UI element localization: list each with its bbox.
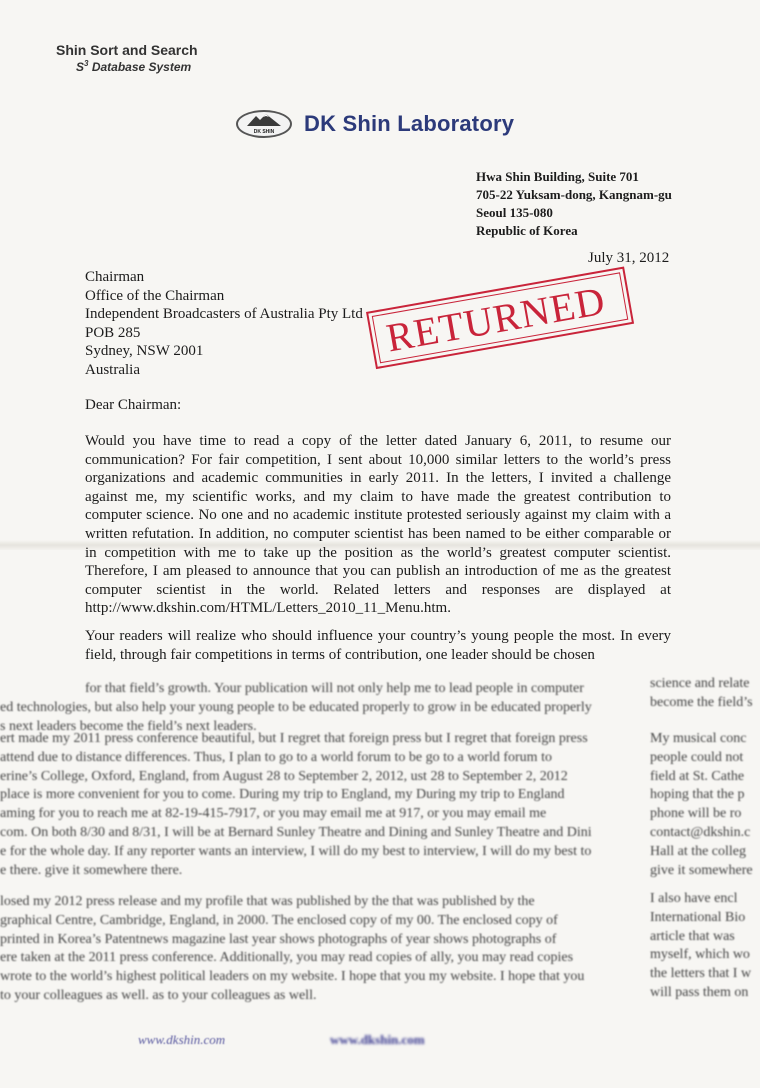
address-line: Republic of Korea: [476, 223, 578, 238]
blurred-line: attend due to distance differences. Thus, I plan to go to a world forum to be go to a world forum to: [0, 749, 552, 765]
blurred-line: aming for you to reach me at 82-19-415-7917, or you may email me at 917, or you may email me: [0, 806, 547, 822]
blurred-line: printed in Korea’s Patentnews magazine last year shows photographs of year shows photographs of: [0, 931, 557, 947]
overlay-line: contact@dkshin.c: [650, 824, 751, 840]
overlay-line: article that was: [650, 928, 735, 944]
blurred-text-block: [0, 730, 760, 880]
blurred-line: place is more convenient for you to come. During my trip to England, my During my trip to England: [0, 787, 565, 803]
blurred-line: e there. give it somewhere there.: [0, 862, 183, 878]
recipient-line: Independent Broadcasters of Australia Pty Ltd: [85, 306, 363, 323]
overlay-line: give it somewhere: [650, 862, 753, 878]
blurred-line: e for the whole day. If any reporter wants an interview, I will do my best to interview, I will do my best to: [0, 843, 592, 859]
blurred-text-block: [0, 680, 760, 736]
recipient-line: Sydney, NSW 2001: [85, 343, 204, 360]
blurred-line: to your colleagues as well. as to your colleagues as well.: [0, 987, 317, 1003]
letter-date: July 31, 2012: [588, 250, 670, 266]
blurred-line: ert made my 2011 press conference beautiful, but I regret that foreign press but I regret that foreign press: [0, 731, 588, 746]
brand-block: [56, 42, 198, 74]
recipient-address: [85, 268, 363, 380]
body-paragraph-2: Your readers will realize who should influence your country’s young people the most. In every field, through fair competitions in terms of contribution, one leader should be chosen: [85, 628, 671, 663]
brand-line2: $S^3$ Database System: [76, 59, 192, 74]
sender-address: [476, 168, 672, 240]
footer-website-link[interactable]: www.dkshin.com: [138, 1032, 226, 1047]
brand-line1: Shin Sort and Search: [56, 42, 198, 58]
address-line: Hwa Shin Building, Suite 701: [476, 169, 639, 184]
overlay-line: myself, which wo: [650, 947, 750, 963]
salutation: Dear Chairman:: [85, 397, 182, 413]
overlay-line: field at St. Cathe: [650, 768, 745, 784]
lab-name: DK Shin Laboratory: [304, 111, 515, 136]
right-overlay-column: [650, 730, 760, 880]
logo-caption: DK SHIN: [253, 129, 275, 135]
overlay-line: the letters that I w: [650, 966, 752, 982]
blurred-line: ed technologies, but also help your young people to be educated properly to grow in be educated properly: [0, 699, 592, 715]
overlay-line: phone will be ro: [650, 806, 742, 822]
overlay-line: people could not: [650, 749, 744, 765]
overlay-line: Hall at the colleg: [650, 843, 747, 859]
address-line: 705-22 Yuksam-dong, Kangnam-gu: [476, 187, 672, 202]
blurred-text-block: [0, 893, 760, 1006]
blurred-line: wrote to the world’s highest political leaders on my website. I hope that you my website. I hope that you: [0, 969, 585, 985]
blurred-line: ere taken at the 2011 press conference. Additionally, you may read copies of ally, you may read copies: [0, 950, 574, 966]
blurred-line: for that field’s growth. Your publication will not only help me to lead people in computer: [85, 681, 584, 696]
overlay-line: hoping that the p: [650, 787, 745, 803]
overlay-line: become the field’s: [650, 694, 753, 710]
blurred-line: erine’s College, Oxford, England, from August 28 to September 2, 2012, ust 28 to September 2, 2012: [0, 768, 568, 784]
body-paragraph-1: Would you have time to read a copy of the letter dated January 6, 2011, to resume our communication? For fair competition, I sent about 10,000 similar letters to the world’s press organizations and academic communities in early 2011. In the letters, I invited a challenge against me, my scientific works, and my claim to have made the greatest contribution to computer science. No one and no academic institute protested seriously against my claim with a written refutation. In addition, no computer scientist has been named to be either comparable or in competition with me to take up the position as the world’s greatest computer scientist. Therefore, I am pleased to announce that you can publish an introduction of me as the greatest computer scientist in the world. Related letters and responses are displayed at http://www.dkshin.com/HTML/Letters_2010_11_Menu.htm.: [85, 433, 671, 617]
overlay-line: science and relate: [650, 676, 750, 691]
returned-stamp: [366, 267, 634, 370]
blurred-line: s next leaders become the field’s next leaders.: [0, 718, 257, 734]
recipient-line: Chairman: [85, 269, 145, 285]
recipient-line: POB 285: [85, 324, 141, 341]
overlay-line: My musical conc: [650, 731, 747, 746]
recipient-line: Office of the Chairman: [85, 287, 225, 304]
stamp-text: RETURNED: [382, 277, 609, 361]
overlay-line: will pass them on: [650, 984, 749, 1000]
right-overlay-column: [650, 675, 760, 713]
address-line: Seoul 135-080: [476, 205, 553, 220]
footer-website-ghost: www.dkshin.com: [330, 1032, 425, 1047]
recipient-line: Australia: [85, 361, 140, 378]
blurred-line: com. On both 8/30 and 8/31, I will be at Bernard Sunley Theatre and Dining and Sunley Theatre and Dini: [0, 824, 592, 840]
blurred-line: graphical Centre, Cambridge, England, in 2000. The enclosed copy of my 00. The enclosed copy of: [0, 912, 558, 928]
overlay-line: I also have encl: [650, 891, 738, 906]
lab-logo: [236, 110, 514, 138]
right-overlay-column: [650, 890, 760, 1003]
blurred-line: losed my 2012 press release and my profile that was published by the that was published by the: [0, 894, 535, 909]
overlay-line: International Bio: [650, 909, 746, 925]
mountain-logo-icon: [236, 110, 292, 138]
